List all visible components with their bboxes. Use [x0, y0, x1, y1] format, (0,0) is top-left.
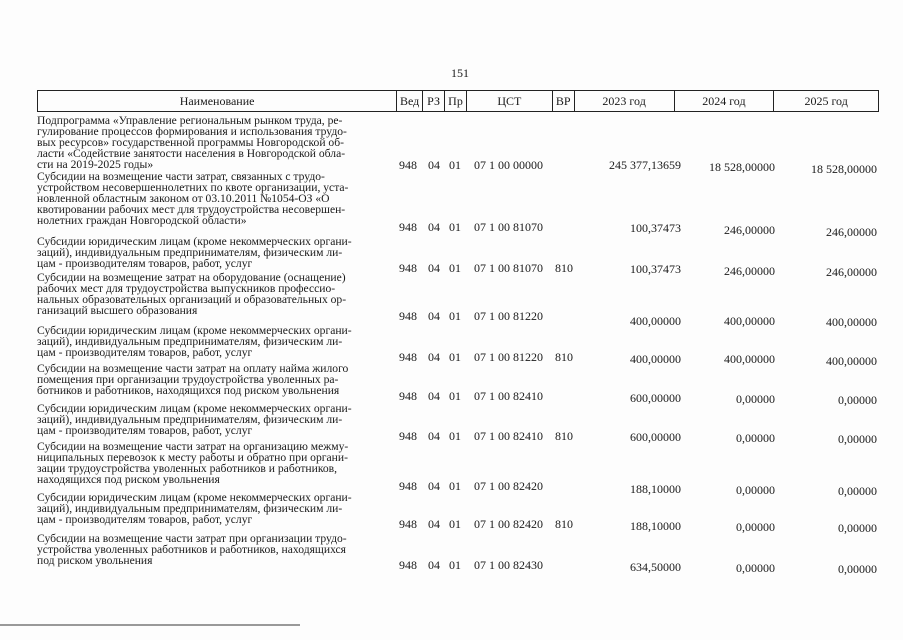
row-pr: 01	[449, 158, 461, 172]
header-2023: 2023 год	[575, 91, 675, 111]
scan-edge-line	[0, 624, 300, 626]
row-rz: 04	[428, 517, 440, 531]
row-cst: 07 1 00 82410	[474, 389, 543, 403]
row-pr: 01	[449, 558, 461, 572]
row-vr: 810	[555, 429, 573, 443]
header-pr: Пр	[445, 91, 467, 111]
header-cst: ЦСТ	[467, 91, 553, 111]
row-2025: 0,00000	[838, 432, 877, 446]
row-pr: 01	[449, 350, 461, 364]
row-cst: 07 1 00 82420	[474, 517, 543, 531]
row-2023: 400,00000	[630, 314, 681, 328]
header-2024: 2024 год	[675, 91, 775, 111]
row-ved: 948	[399, 389, 417, 403]
row-ved: 948	[399, 517, 417, 531]
row-ved: 948	[399, 261, 417, 275]
row-2023: 634,50000	[630, 560, 681, 574]
row-ved: 948	[399, 429, 417, 443]
row-2024: 18 528,00000	[709, 160, 775, 174]
row-2025: 0,00000	[838, 562, 877, 576]
row-2023: 600,00000	[630, 430, 681, 444]
row-ved: 948	[399, 479, 417, 493]
row-name: Субсидии на возмещение части затрат на оплату найма жилого помещения при организации трудоустройства уволенных ра- ботников и работников, находящихся под риском увольнения	[37, 362, 349, 397]
row-2023: 188,10000	[630, 482, 681, 496]
row-2024: 0,00000	[736, 520, 775, 534]
row-pr: 01	[449, 517, 461, 531]
header-name: Наименование	[38, 91, 397, 111]
header-vr: ВР	[553, 91, 575, 111]
row-rz: 04	[428, 389, 440, 403]
row-name: Субсидии юридическим лицам (кроме некоммерческих органи- заций), индивидуальным предпринимателям, физическим ли- цам - производителям товаров, работ, услуг	[37, 235, 352, 270]
row-ved: 948	[399, 350, 417, 364]
row-name: Субсидии на возмещение части затрат при организации трудо- устройства уволенных работников и работников, находящихся под риском увольнения	[37, 532, 347, 567]
row-2024: 246,00000	[724, 264, 775, 278]
row-name: Субсидии юридическим лицам (кроме некоммерческих органи- заций), индивидуальным предпринимателям, физическим ли- цам - производителям товаров, работ, услуг	[37, 324, 352, 359]
row-2025: 0,00000	[838, 521, 877, 535]
row-2024: 400,00000	[724, 352, 775, 366]
page-number: 151	[451, 66, 469, 80]
row-pr: 01	[449, 389, 461, 403]
row-name: Субсидии юридическим лицам (кроме некоммерческих органи- заций), индивидуальным предпринимателям, физическим ли- цам - производителям товаров, работ, услуг	[37, 402, 352, 437]
row-2023: 600,00000	[630, 391, 681, 405]
row-cst: 07 1 00 81070	[474, 220, 543, 234]
row-2024: 0,00000	[736, 483, 775, 497]
row-pr: 01	[449, 309, 461, 323]
row-2025: 246,00000	[826, 265, 877, 279]
row-2025: 246,00000	[826, 225, 877, 239]
row-vr: 810	[555, 261, 573, 275]
row-name: Субсидии юридическим лицам (кроме некоммерческих органи- заций), индивидуальным предпринимателям, физическим ли- цам - производителям товаров, работ, услуг	[37, 491, 352, 526]
row-cst: 07 1 00 82410	[474, 429, 543, 443]
row-ved: 948	[399, 309, 417, 323]
row-cst: 07 1 00 81220	[474, 309, 543, 323]
row-2024: 400,00000	[724, 314, 775, 328]
row-2024: 0,00000	[736, 561, 775, 575]
row-rz: 04	[428, 479, 440, 493]
row-ved: 948	[399, 158, 417, 172]
row-name: Субсидии на возмещение части затрат на организацию межму- ниципальных перевозок к месту работы и обратно при органи- зации трудоустройства уволенных работников и работников, находящихся под риском увольнения	[37, 440, 349, 486]
row-2025: 0,00000	[838, 484, 877, 498]
row-2023: 400,00000	[630, 352, 681, 366]
row-cst: 07 1 00 81070	[474, 261, 543, 275]
row-rz: 04	[428, 309, 440, 323]
header-rz: РЗ	[423, 91, 445, 111]
row-2024: 246,00000	[724, 223, 775, 237]
row-name: Субсидии на возмещение затрат на оборудование (оснащение) рабочих мест для трудоустройства выпускников профессио- нальных образовательных организаций и образовательных ор- ганизаций высшего образования	[37, 271, 347, 317]
row-2025: 400,00000	[826, 354, 877, 368]
row-2025: 400,00000	[826, 315, 877, 329]
row-rz: 04	[428, 158, 440, 172]
row-pr: 01	[449, 220, 461, 234]
row-2025: 0,00000	[838, 393, 877, 407]
row-ved: 948	[399, 558, 417, 572]
row-2023: 100,37473	[630, 221, 681, 235]
row-2024: 0,00000	[736, 392, 775, 406]
row-2023: 245 377,13659	[609, 158, 681, 172]
row-rz: 04	[428, 429, 440, 443]
header-ved: Вед	[397, 91, 423, 111]
row-rz: 04	[428, 220, 440, 234]
row-vr: 810	[555, 350, 573, 364]
row-name: Субсидии на возмещение части затрат, связанных с трудо- устройством несовершеннолетних по квоте организации, уста- новленной областным законом от 03.10.2011 №1054-ОЗ «О квотировании рабочих мест для трудоустройства несовершен- нолетних граждан Новгородской области»	[37, 170, 349, 227]
row-cst: 07 1 00 82420	[474, 479, 543, 493]
row-cst: 07 1 00 00000	[474, 158, 543, 172]
row-rz: 04	[428, 261, 440, 275]
header-2025: 2025 год	[804, 93, 848, 108]
row-vr: 810	[555, 517, 573, 531]
row-2024: 0,00000	[736, 431, 775, 445]
row-cst: 07 1 00 81220	[474, 350, 543, 364]
row-2025: 18 528,00000	[811, 162, 877, 176]
row-cst: 07 1 00 82430	[474, 558, 543, 572]
row-rz: 04	[428, 558, 440, 572]
row-pr: 01	[449, 429, 461, 443]
table-header	[37, 90, 879, 112]
row-ved: 948	[399, 220, 417, 234]
row-name: Подпрограмма «Управление региональным рынком труда, ре- гулирование процессов формирования и использования трудо- вых ресурсов» государственной программы Новгородской об- ласти «Содействие занятости населения в Новгородской обла- сти на 2019-2025 годы»	[37, 114, 347, 171]
row-2023: 100,37473	[630, 262, 681, 276]
row-pr: 01	[449, 479, 461, 493]
row-pr: 01	[449, 261, 461, 275]
row-rz: 04	[428, 350, 440, 364]
row-2023: 188,10000	[630, 519, 681, 533]
